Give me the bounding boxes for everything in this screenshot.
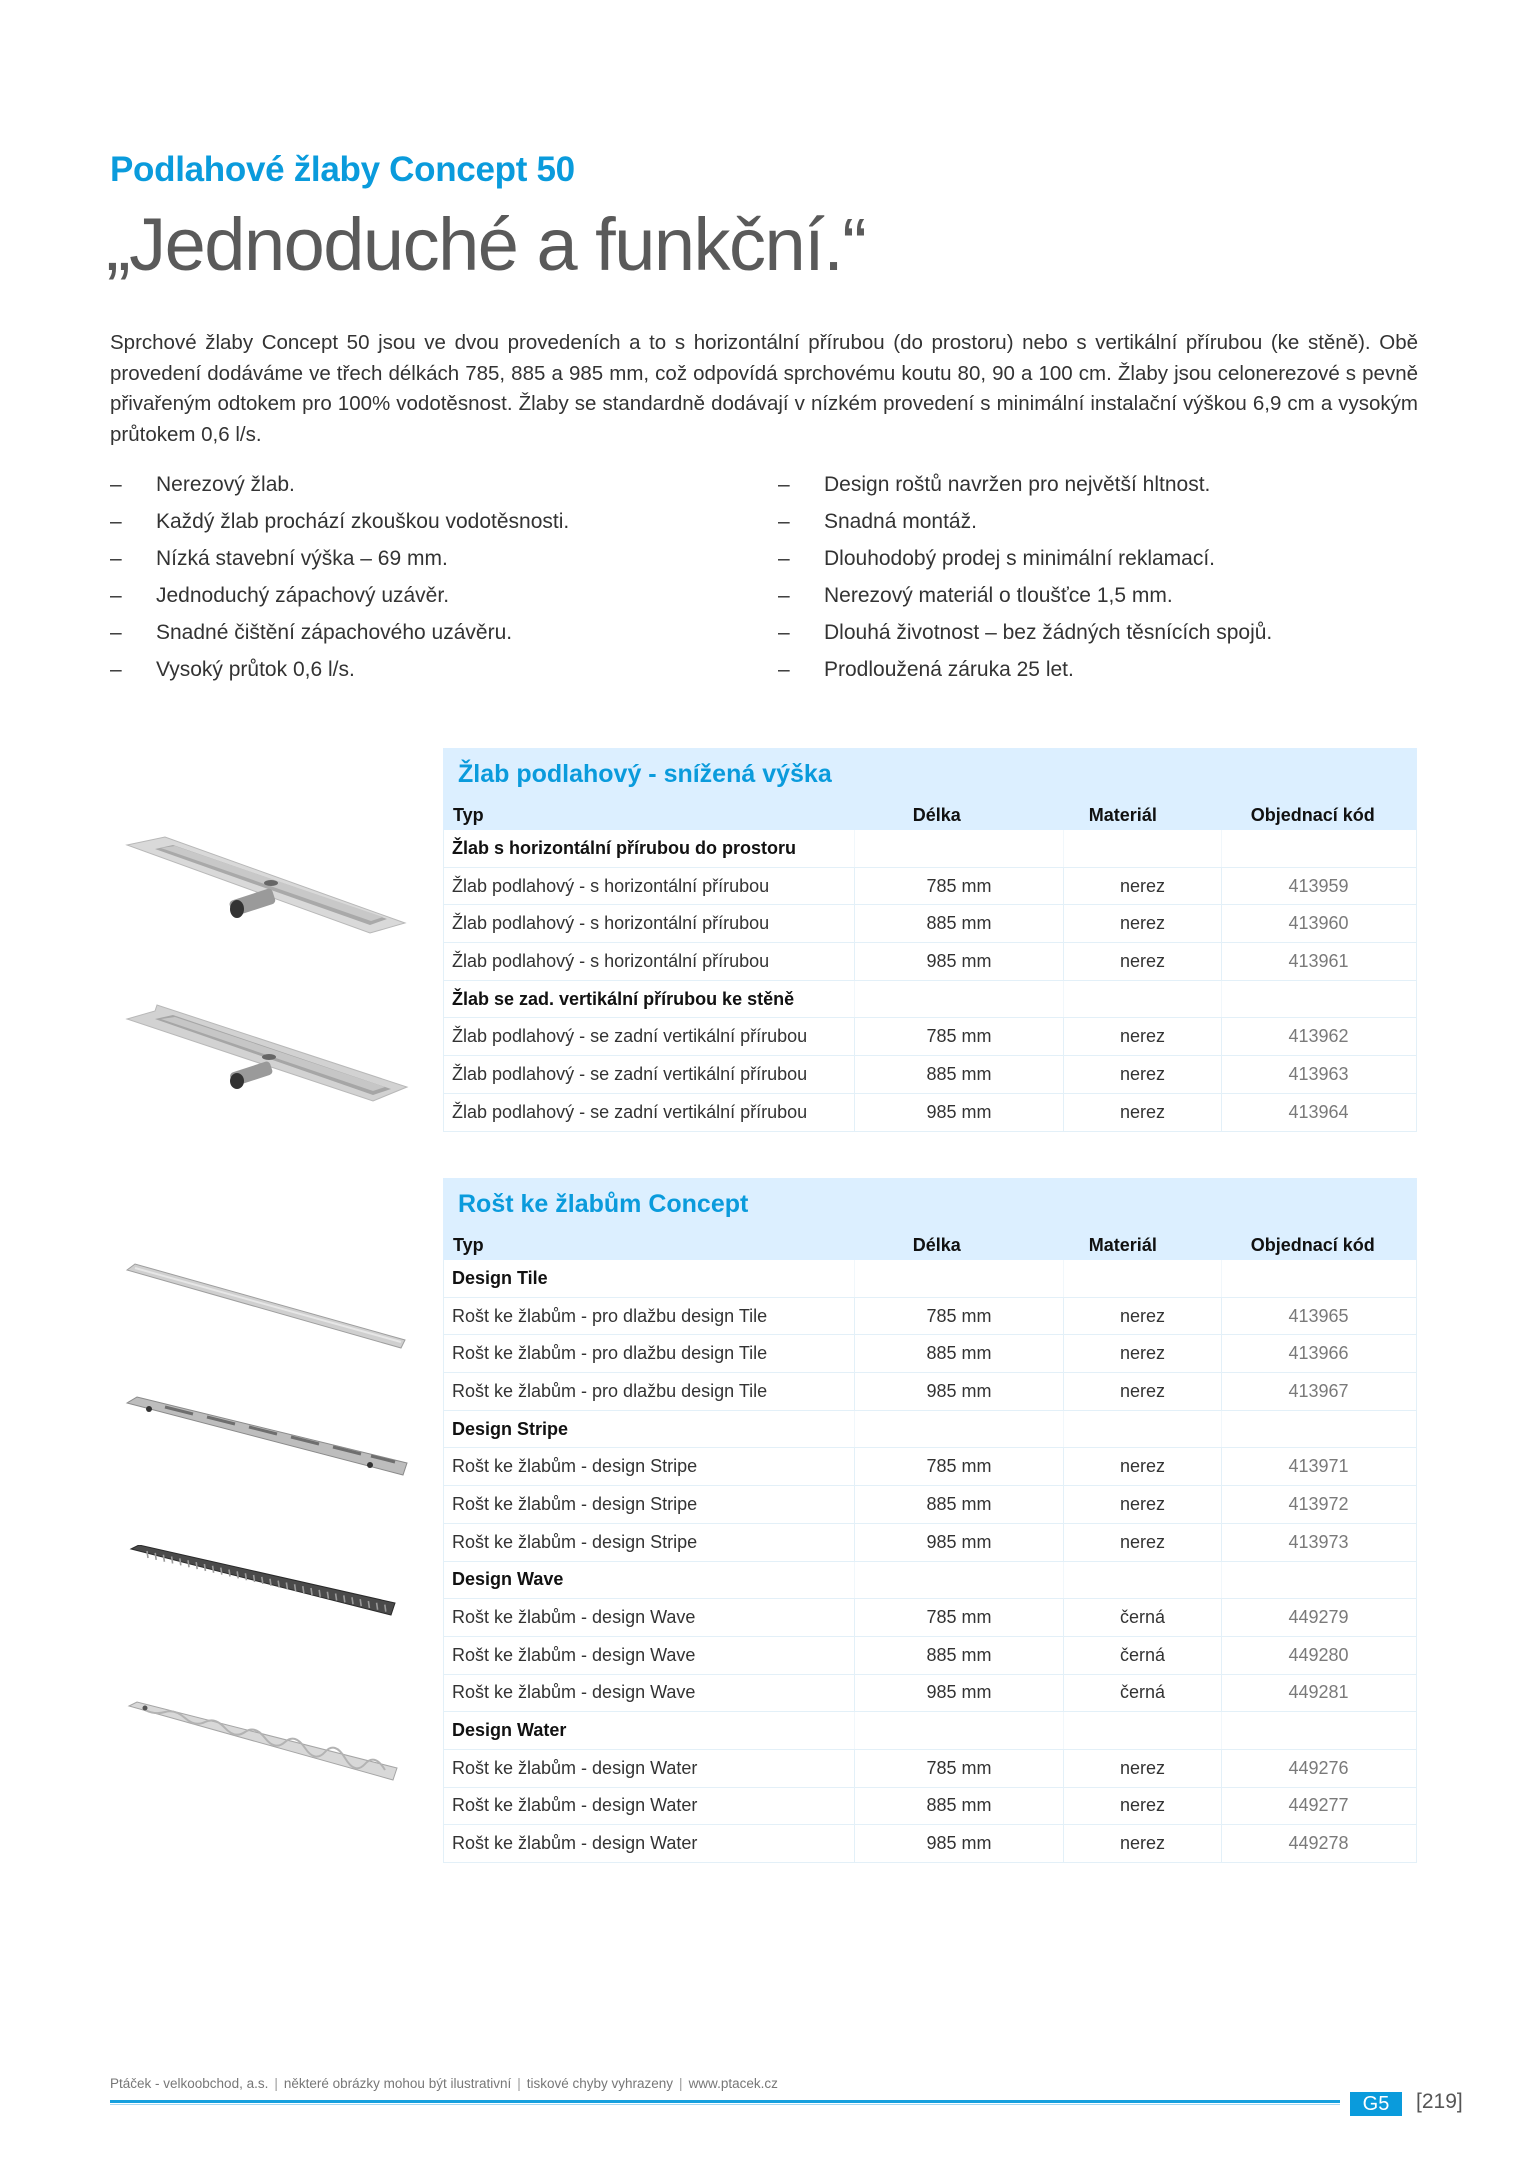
product-material: černá	[1063, 1599, 1221, 1636]
column-header-type: Typ	[453, 1234, 484, 1255]
product-type: Žlab podlahový - s horizontální přírubou	[452, 875, 770, 896]
product-material: nerez	[1063, 1094, 1221, 1131]
table-row	[443, 1486, 1417, 1524]
order-code: 413962	[1221, 1018, 1415, 1055]
product-type: Rošt ke žlabům - design Stripe	[452, 1493, 698, 1514]
order-code: 413967	[1221, 1373, 1415, 1410]
feature-item	[778, 651, 1272, 688]
empty-cell	[1221, 1562, 1415, 1599]
feature-text: Dlouhá životnost – bez žádných těsnících spojů.	[824, 621, 1273, 644]
column-headers	[443, 800, 1417, 830]
empty-cell	[854, 1712, 1063, 1749]
order-code: 449280	[1221, 1637, 1415, 1674]
column-header-material: Materiál	[1088, 804, 1157, 825]
product-length: 885 mm	[854, 1788, 1063, 1825]
product-material: nerez	[1063, 1298, 1221, 1335]
product-length: 885 mm	[854, 1486, 1063, 1523]
feature-item	[778, 503, 1272, 540]
wave-slot	[147, 1551, 148, 1558]
table-row	[443, 943, 1417, 981]
wave-slot	[188, 1560, 189, 1567]
product-material: černá	[1063, 1637, 1221, 1674]
footer-note-illustrative: některé obrázky mohou být ilustrativní	[283, 2076, 512, 2091]
column-header-length: Délka	[912, 804, 961, 825]
feature-text: Nerezový žlab.	[156, 473, 295, 496]
order-code: 449281	[1221, 1675, 1415, 1712]
wave-slot	[245, 1573, 246, 1580]
product-length: 885 mm	[854, 1335, 1063, 1372]
wave-slot	[204, 1564, 205, 1571]
column-header-type: Typ	[453, 804, 484, 825]
empty-cell	[1063, 1712, 1221, 1749]
grate-wave-image	[125, 1545, 415, 1635]
column-header-code: Objednací kód	[1250, 1234, 1375, 1255]
feature-text: Snadné čištění zápachového uzávěru.	[156, 621, 513, 644]
group-row	[443, 1260, 1417, 1298]
column-header-code: Objednací kód	[1250, 804, 1375, 825]
feature-item	[778, 577, 1272, 614]
wave-slot	[295, 1584, 296, 1591]
product-length: 885 mm	[854, 1056, 1063, 1093]
table-row	[443, 1056, 1417, 1094]
wave-slot	[229, 1570, 230, 1577]
product-length: 785 mm	[854, 868, 1063, 905]
table-row	[443, 1524, 1417, 1562]
order-code: 413965	[1221, 1298, 1415, 1335]
feature-text: Dlouhodobý prodej s minimální reklamací.	[824, 547, 1216, 570]
empty-cell	[1063, 830, 1221, 867]
product-type: Žlab podlahový - se zadní vertikální přírubou	[452, 1063, 808, 1084]
feature-list-left	[110, 466, 569, 688]
empty-cell	[854, 1411, 1063, 1448]
table-row	[443, 1750, 1417, 1788]
group-row	[443, 1411, 1417, 1449]
product-type: Rošt ke žlabům - design Stripe	[452, 1456, 698, 1477]
bullet-dash: –	[110, 547, 122, 570]
order-code: 413966	[1221, 1335, 1415, 1372]
group-row	[443, 830, 1417, 868]
wave-slot	[262, 1577, 263, 1584]
wave-slot	[303, 1586, 304, 1593]
feature-text: Nízká stavební výška – 69 mm.	[156, 547, 448, 570]
wave-slot	[278, 1581, 279, 1588]
empty-cell	[854, 830, 1063, 867]
page-title: „Jednoduché a funkční.“	[106, 203, 866, 286]
table-row	[443, 1018, 1417, 1056]
wave-slot	[368, 1601, 369, 1608]
empty-cell	[1063, 1260, 1221, 1297]
feature-text: Prodloužená záruka 25 let.	[824, 658, 1074, 681]
table-row	[443, 1788, 1417, 1826]
footer-separator: |	[679, 2076, 683, 2091]
product-material: nerez	[1063, 1373, 1221, 1410]
product-material: nerez	[1063, 868, 1221, 905]
group-name: Žlab s horizontální přírubou do prostoru	[452, 837, 796, 858]
product-length: 985 mm	[854, 1094, 1063, 1131]
product-type: Rošt ke žlabům - pro dlažbu design Tile	[452, 1380, 768, 1401]
product-length: 785 mm	[854, 1018, 1063, 1055]
product-length: 885 mm	[854, 905, 1063, 942]
grate-stripe-image	[125, 1395, 415, 1485]
bullet-dash: –	[110, 473, 122, 496]
bullet-dash: –	[778, 584, 790, 607]
group-row	[443, 981, 1417, 1019]
product-type: Rošt ke žlabům - pro dlažbu design Tile	[452, 1305, 768, 1326]
product-type: Rošt ke žlabům - design Wave	[452, 1682, 696, 1703]
table-header	[443, 748, 1417, 830]
bullet-dash: –	[778, 547, 790, 570]
empty-cell	[854, 1562, 1063, 1599]
empty-cell	[1221, 830, 1415, 867]
product-type: Rošt ke žlabům - design Water	[452, 1833, 698, 1854]
product-material: černá	[1063, 1675, 1221, 1712]
footer-website-link[interactable]: www.ptacek.cz	[688, 2076, 778, 2091]
empty-cell	[1063, 1562, 1221, 1599]
table-row	[443, 868, 1417, 906]
order-code: 449278	[1221, 1825, 1415, 1862]
product-type: Rošt ke žlabům - design Water	[452, 1757, 698, 1778]
feature-text: Vysoký průtok 0,6 l/s.	[156, 658, 355, 681]
product-length: 985 mm	[854, 1825, 1063, 1862]
product-material: nerez	[1063, 1448, 1221, 1485]
wave-slot	[172, 1557, 173, 1564]
empty-cell	[1063, 1411, 1221, 1448]
product-material: nerez	[1063, 1788, 1221, 1825]
table-title: Rošt ke žlabům Concept	[458, 1190, 749, 1218]
empty-cell	[854, 1260, 1063, 1297]
intro-paragraph: Sprchové žlaby Concept 50 jsou ve dvou provedeních a to s horizontální přírubou (do prostoru) nebo s vertikální přírubou (ke stěně). Obě provedení dodáváme ve třech délkách 785, 885 a 985 mm, což odpovídá sprchovému koutu 80, 90 a 100 cm. Žlaby jsou celonerezové s pevně přivařeným odtokem pro 100% vodotěsnost. Žlaby se standardně dodávají v nízkém provedení s minimální instalační výškou 6,9 cm a vysokým průtokem 0,6 l/s.	[110, 331, 1418, 446]
feature-item	[110, 577, 569, 614]
table-title: Žlab podlahový - snížená výška	[458, 760, 832, 788]
drain-horizontal-flange-image	[125, 835, 415, 945]
product-length: 785 mm	[854, 1448, 1063, 1485]
product-length: 985 mm	[854, 1524, 1063, 1561]
product-material: nerez	[1063, 1524, 1221, 1561]
feature-item	[778, 540, 1272, 577]
feature-item	[778, 614, 1272, 651]
feature-item	[110, 540, 569, 577]
footer-separator: |	[274, 2076, 278, 2091]
feature-text: Design roštů navržen pro největší hltnost.	[824, 473, 1211, 496]
section-subtitle: Podlahové žlaby Concept 50	[110, 150, 575, 189]
group-name: Design Stripe	[452, 1418, 569, 1439]
grate-water-image	[125, 1700, 415, 1800]
order-code: 449277	[1221, 1788, 1415, 1825]
wave-slot	[221, 1568, 222, 1575]
feature-text: Jednoduchý zápachový uzávěr.	[156, 584, 450, 607]
wave-slot	[254, 1575, 255, 1582]
group-row	[443, 1712, 1417, 1750]
footer-info	[110, 2076, 778, 2091]
product-length: 985 mm	[854, 1675, 1063, 1712]
product-length: 985 mm	[854, 943, 1063, 980]
product-length: 785 mm	[854, 1750, 1063, 1787]
product-length: 985 mm	[854, 1373, 1063, 1410]
order-code: 413961	[1221, 943, 1415, 980]
product-material: nerez	[1063, 1335, 1221, 1372]
product-type: Žlab podlahový - se zadní vertikální přírubou	[452, 1101, 808, 1122]
product-type: Žlab podlahový - s horizontální přírubou	[452, 950, 770, 971]
group-name: Design Wave	[452, 1569, 564, 1590]
empty-cell	[1221, 1411, 1415, 1448]
table-row	[443, 1298, 1417, 1336]
empty-cell	[854, 981, 1063, 1018]
bullet-dash: –	[778, 621, 790, 644]
empty-cell	[1221, 1712, 1415, 1749]
bullet-dash: –	[110, 621, 122, 644]
table-drains	[443, 748, 1417, 1132]
feature-item	[778, 466, 1272, 503]
order-code: 413973	[1221, 1524, 1415, 1561]
bullet-dash: –	[778, 473, 790, 496]
product-material: nerez	[1063, 1056, 1221, 1093]
order-code: 413963	[1221, 1056, 1415, 1093]
order-code: 413960	[1221, 905, 1415, 942]
wave-slot	[213, 1566, 214, 1573]
bullet-dash: –	[778, 510, 790, 533]
product-type: Rošt ke žlabům - pro dlažbu design Tile	[452, 1343, 768, 1364]
feature-item	[110, 503, 569, 540]
group-name: Design Water	[452, 1720, 567, 1741]
feature-text: Snadná montáž.	[824, 510, 977, 533]
product-type: Žlab podlahový - s horizontální přírubou	[452, 913, 770, 934]
table-row	[443, 1675, 1417, 1713]
product-type: Rošt ke žlabům - design Water	[452, 1795, 698, 1816]
table-row	[443, 905, 1417, 943]
wave-slot	[377, 1603, 378, 1610]
feature-item	[110, 466, 569, 503]
group-name: Žlab se zad. vertikální přírubou ke stěně	[452, 988, 795, 1009]
order-code: 413959	[1221, 868, 1415, 905]
wave-slot	[286, 1582, 287, 1589]
column-header-length: Délka	[912, 1234, 961, 1255]
table-row	[443, 1335, 1417, 1373]
table-header	[443, 1178, 1417, 1260]
column-header-material: Materiál	[1088, 1234, 1157, 1255]
empty-cell	[1063, 981, 1221, 1018]
column-headers	[443, 1230, 1417, 1260]
order-code: 413971	[1221, 1448, 1415, 1485]
bullet-dash: –	[110, 658, 122, 681]
wave-slot	[163, 1555, 164, 1562]
wave-slot	[360, 1599, 361, 1606]
table-row	[443, 1825, 1417, 1863]
order-code: 449279	[1221, 1599, 1415, 1636]
empty-cell	[1221, 1260, 1415, 1297]
product-material: nerez	[1063, 1018, 1221, 1055]
table-row	[443, 1637, 1417, 1675]
bullet-dash: –	[110, 510, 122, 533]
product-material: nerez	[1063, 905, 1221, 942]
wave-slot	[344, 1595, 345, 1602]
bullet-dash: –	[110, 584, 122, 607]
product-type: Rošt ke žlabům - design Stripe	[452, 1531, 698, 1552]
feature-item	[110, 651, 569, 688]
table-row	[443, 1448, 1417, 1486]
empty-cell	[1221, 981, 1415, 1018]
product-type: Rošt ke žlabům - design Wave	[452, 1607, 696, 1628]
product-length: 885 mm	[854, 1637, 1063, 1674]
product-length: 785 mm	[854, 1599, 1063, 1636]
wave-slot	[311, 1588, 312, 1595]
group-row	[443, 1562, 1417, 1600]
footer-note-errors: tiskové chyby vyhrazeny	[526, 2076, 674, 2091]
feature-list-right	[778, 466, 1272, 688]
wave-slot	[352, 1597, 353, 1604]
order-code: 413964	[1221, 1094, 1415, 1131]
page-number: [219]	[1416, 2090, 1463, 2113]
wave-slot	[385, 1605, 386, 1612]
feature-text: Každý žlab prochází zkouškou vodotěsnosti.	[156, 510, 570, 533]
drain-vertical-flange-image	[125, 1003, 415, 1113]
table-row	[443, 1373, 1417, 1411]
wave-slot	[336, 1594, 337, 1601]
product-length: 785 mm	[854, 1298, 1063, 1335]
product-material: nerez	[1063, 1825, 1221, 1862]
footer-divider	[110, 2100, 1340, 2103]
product-type: Žlab podlahový - se zadní vertikální přírubou	[452, 1026, 808, 1047]
footer-separator: |	[517, 2076, 521, 2091]
group-name: Design Tile	[452, 1267, 548, 1288]
feature-item	[110, 614, 569, 651]
wave-slot	[327, 1592, 328, 1599]
wave-slot	[270, 1579, 271, 1586]
feature-text: Nerezový materiál o tloušťce 1,5 mm.	[824, 584, 1173, 607]
grate-tile-image	[125, 1262, 415, 1352]
table-row	[443, 1094, 1417, 1132]
footer-company: Ptáček - velkoobchod, a.s.	[110, 2076, 269, 2091]
wave-slot	[319, 1590, 320, 1597]
product-material: nerez	[1063, 1750, 1221, 1787]
section-badge: G5	[1350, 2092, 1402, 2116]
wave-slot	[180, 1558, 181, 1565]
product-material: nerez	[1063, 1486, 1221, 1523]
bullet-dash: –	[778, 658, 790, 681]
product-material: nerez	[1063, 943, 1221, 980]
table-grates	[443, 1178, 1417, 1863]
wave-slot	[196, 1562, 197, 1569]
wave-slot	[155, 1553, 156, 1560]
wave-slot	[237, 1571, 238, 1578]
order-code: 413972	[1221, 1486, 1415, 1523]
table-row	[443, 1599, 1417, 1637]
order-code: 449276	[1221, 1750, 1415, 1787]
product-type: Rošt ke žlabům - design Wave	[452, 1644, 696, 1665]
footer-divider-light	[110, 2104, 1340, 2105]
